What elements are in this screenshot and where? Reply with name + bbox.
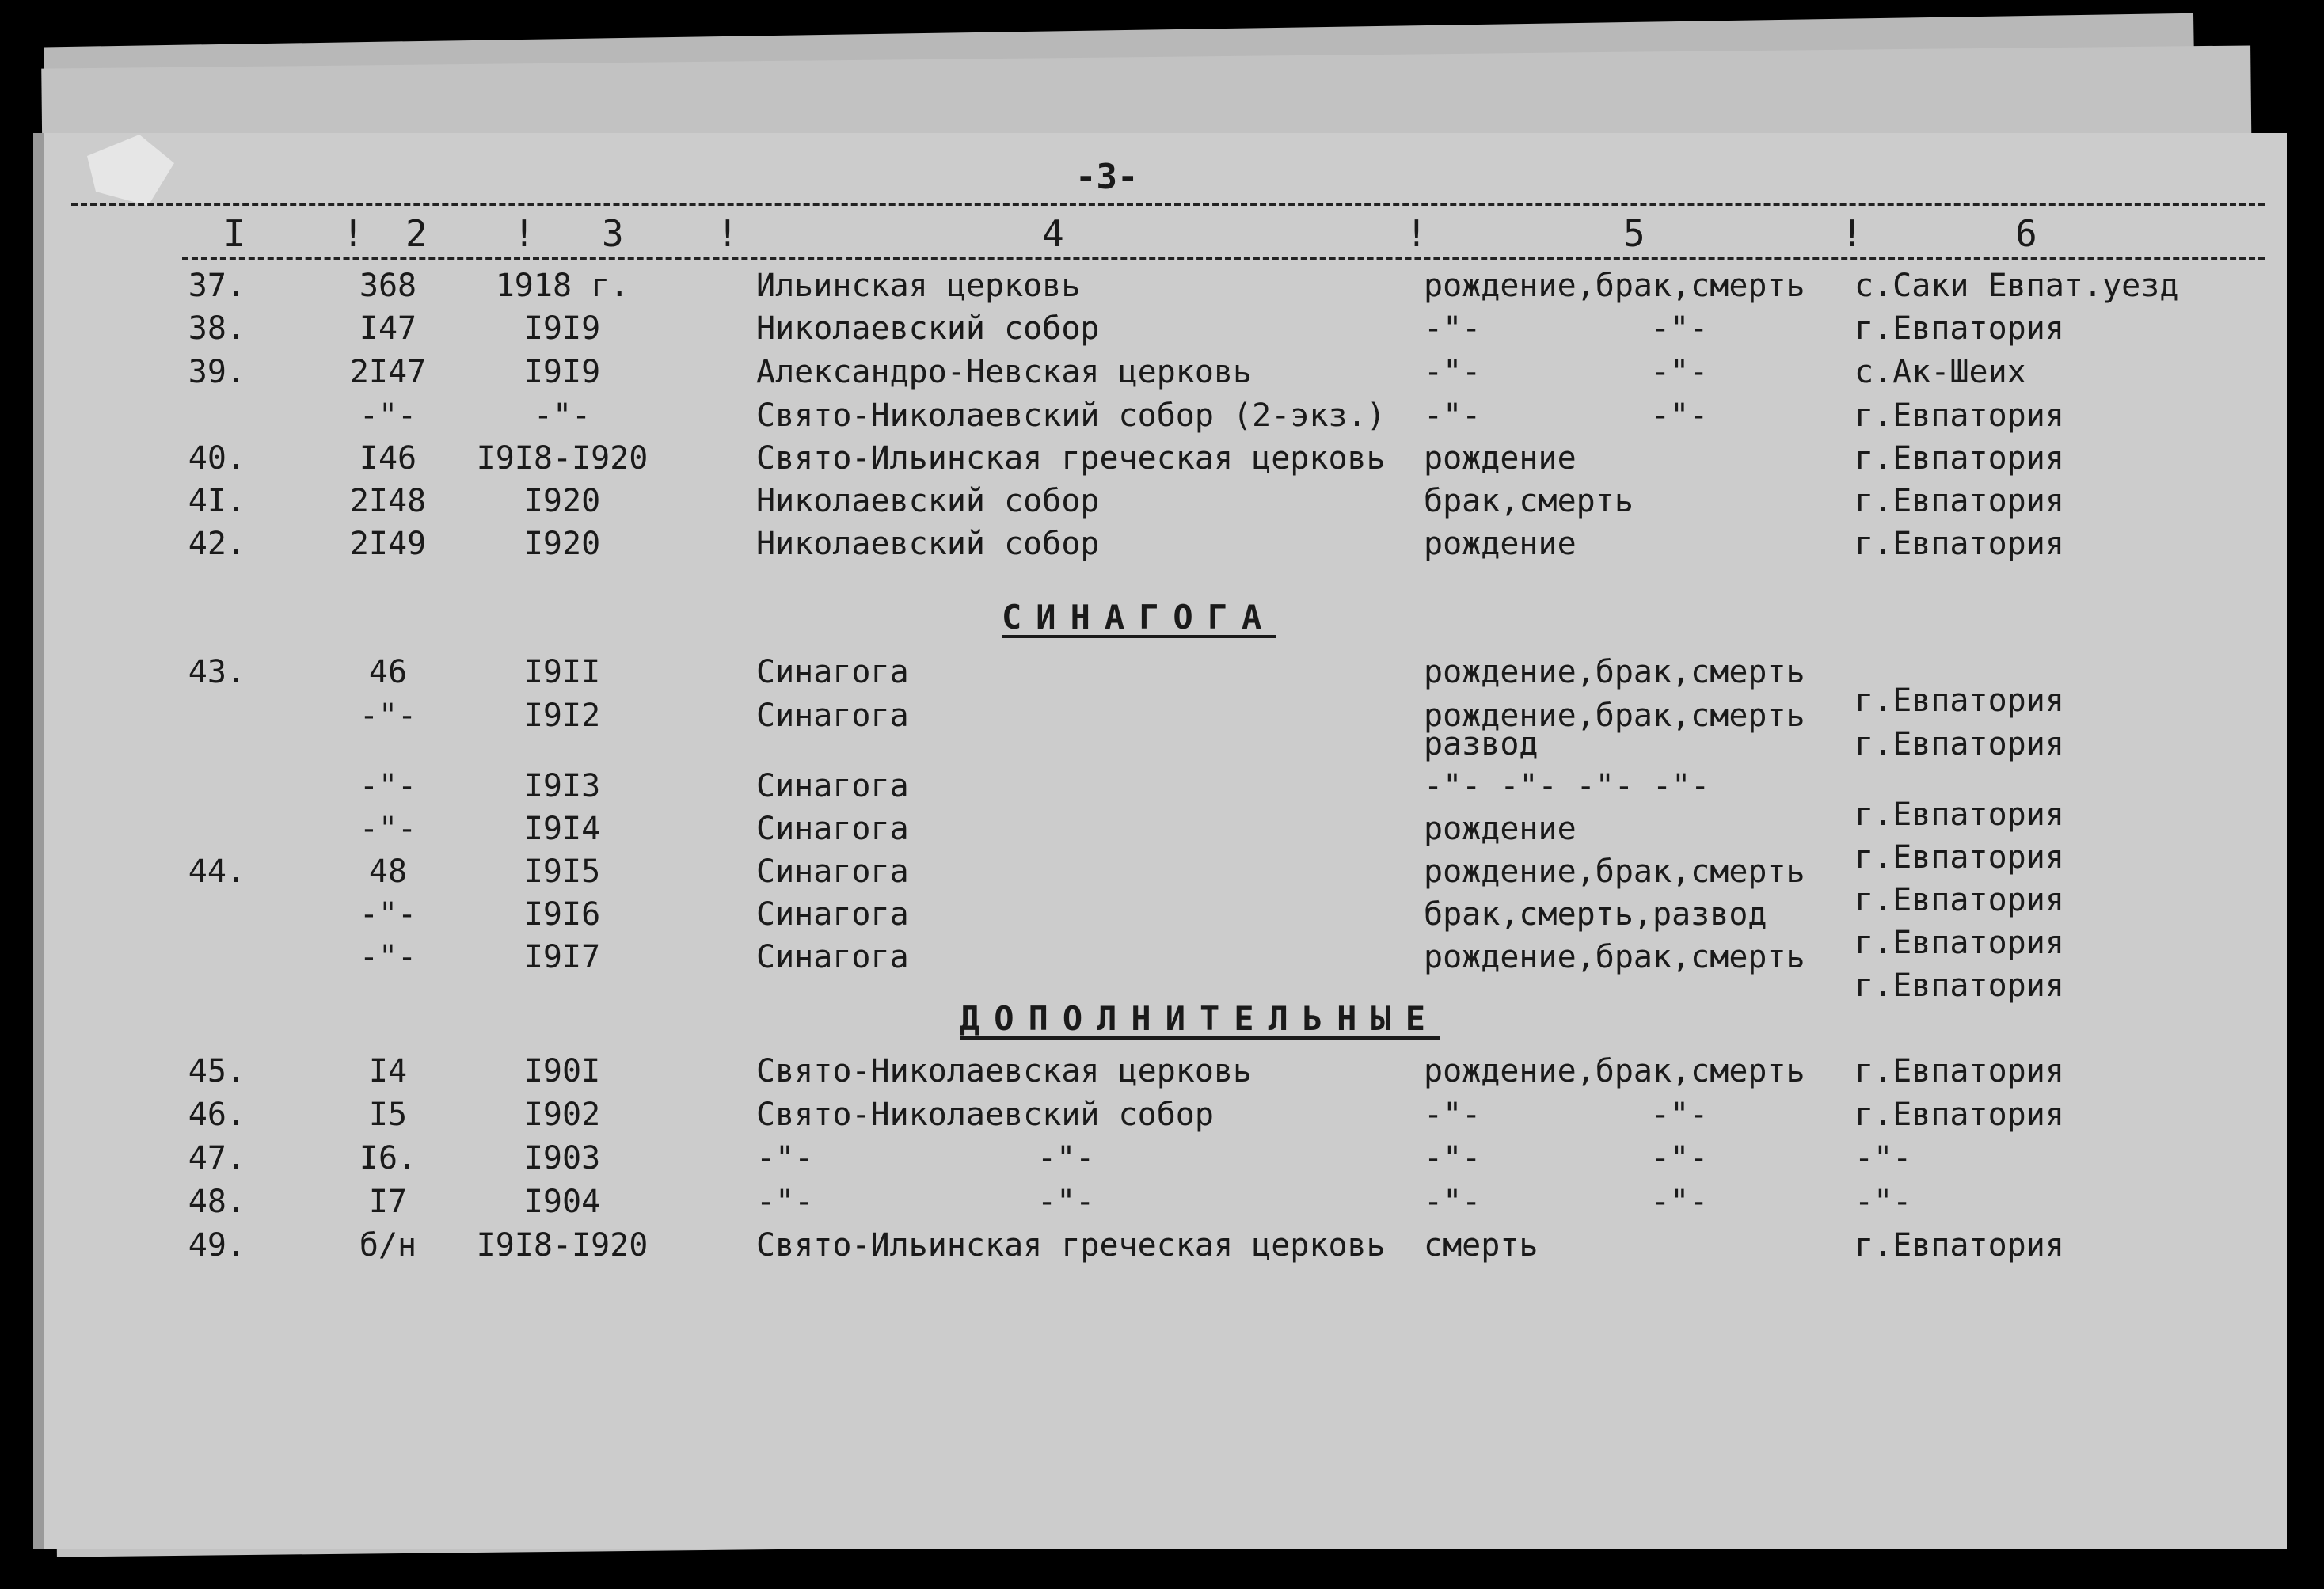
place-cell: г.Евпатория: [1854, 1227, 2064, 1264]
column-header-0: I: [223, 212, 245, 255]
year-cell: I903: [523, 1140, 601, 1177]
record-type-cell: рождение,брак,смерть: [1424, 853, 1805, 890]
year-cell: I920: [523, 526, 601, 562]
institution-cell: Свято-Николаевский собор (2-экз.): [756, 397, 1386, 434]
year-cell: I9I6: [523, 896, 601, 933]
record-type-cell: рождение: [1424, 440, 1577, 477]
institution-cell: Синагога: [756, 811, 909, 847]
year-cell: I902: [523, 1097, 601, 1133]
record-type-cell: рождение: [1424, 526, 1577, 562]
institution-cell: Синагога: [756, 768, 909, 804]
section-title-synagogue: СИНАГОГА: [1002, 598, 1276, 637]
fund-number: 368: [359, 268, 417, 304]
fund-number: -"-: [359, 768, 417, 804]
record-type-ditto: -"-: [1651, 310, 1709, 347]
year-cell: I90I: [523, 1053, 601, 1089]
fund-number: 48: [368, 853, 408, 890]
column-header-1: !: [342, 212, 364, 255]
institution-ditto: -"-: [1037, 1140, 1095, 1177]
record-type-cell: рождение,брак,смерть: [1424, 698, 1805, 734]
fund-number: -"-: [359, 811, 417, 847]
fund-number: I4: [368, 1053, 408, 1089]
year-cell: I9I8-I920: [476, 440, 649, 477]
header-top-rule: [71, 203, 2265, 206]
record-type-cell: -"-: [1424, 1140, 1482, 1177]
column-header-10: 6: [2015, 212, 2037, 255]
record-type-cell: -"-: [1424, 1184, 1482, 1220]
year-cell: I9II: [523, 654, 601, 690]
fund-number: 2I49: [349, 526, 427, 562]
row-number: 37.: [188, 268, 245, 304]
record-type-ditto: -"-: [1651, 354, 1709, 390]
fund-number: I46: [359, 440, 417, 477]
year-cell: I9I9: [523, 354, 601, 390]
place-cell: г.Евпатория: [1854, 483, 2064, 519]
institution-cell: Свято-Николаевский собор: [756, 1097, 1214, 1133]
column-header-6: 4: [1042, 212, 1064, 255]
row-number: 43.: [188, 654, 245, 690]
record-type-cell: брак,смерть,развод: [1424, 896, 1767, 933]
row-number: 46.: [188, 1097, 245, 1133]
column-header-3: !: [513, 212, 535, 255]
record-type-cell: рождение,брак,смерть: [1424, 268, 1805, 304]
fund-number: -"-: [359, 397, 417, 434]
institution-cell: Николаевский собор: [756, 526, 1100, 562]
fund-number: I5: [368, 1097, 408, 1133]
institution-cell: -"-: [756, 1184, 814, 1220]
institution-cell: Александро-Невская церковь: [756, 354, 1253, 390]
fund-number: I7: [368, 1184, 408, 1220]
place-cell: г.Евпатория: [1854, 839, 2064, 876]
place-cell: -"-: [1854, 1184, 1912, 1220]
row-number: 45.: [188, 1053, 245, 1089]
record-type-cell: смерть: [1424, 1227, 1539, 1264]
record-type-cell: рождение: [1424, 811, 1577, 847]
column-header-8: 5: [1623, 212, 1645, 255]
record-type-cell: -"-: [1424, 310, 1482, 347]
institution-cell: Синагога: [756, 654, 909, 690]
record-type-ditto: -"-: [1651, 1184, 1709, 1220]
institution-cell: Свято-Ильинская греческая церковь: [756, 440, 1386, 477]
record-type-ditto: -"-: [1651, 397, 1709, 434]
institution-cell: Свято-Николаевская церковь: [756, 1053, 1253, 1089]
institution-cell: Ильинская церковь: [756, 268, 1081, 304]
year-cell: I9I8-I920: [476, 1227, 649, 1264]
page-number: -3-: [1075, 157, 1139, 197]
record-type-cell: -"-: [1424, 354, 1482, 390]
header-bottom-rule: [182, 257, 2265, 260]
institution-cell: Синагога: [756, 853, 909, 890]
place-cell: г.Евпатория: [1854, 726, 2064, 762]
fund-number: б/н: [359, 1227, 417, 1264]
year-cell: I920: [523, 483, 601, 519]
fund-number: -"-: [359, 939, 417, 975]
record-type-cell: -"-: [1424, 397, 1482, 434]
record-type-ditto: -"-: [1651, 1097, 1709, 1133]
place-cell: -"-: [1854, 1140, 1912, 1177]
place-cell: г.Евпатория: [1854, 310, 2064, 347]
fund-number: -"-: [359, 896, 417, 933]
fund-number: I6.: [359, 1140, 417, 1177]
place-cell: г.Евпатория: [1854, 440, 2064, 477]
record-type-cell: -"-: [1424, 1097, 1482, 1133]
column-header-2: 2: [405, 212, 428, 255]
institution-cell: Николаевский собор: [756, 310, 1100, 347]
institution-cell: Синагога: [756, 896, 909, 933]
institution-ditto: -"-: [1037, 1184, 1095, 1220]
row-number: 40.: [188, 440, 245, 477]
record-type-cell: рождение,брак,смерть: [1424, 1053, 1805, 1089]
column-header-4: 3: [602, 212, 624, 255]
row-number: 42.: [188, 526, 245, 562]
place-cell: г.Евпатория: [1854, 526, 2064, 562]
year-cell: I9I7: [523, 939, 601, 975]
year-cell: I9I3: [523, 768, 601, 804]
year-cell: 1918 г.: [495, 268, 629, 304]
place-cell: г.Евпатория: [1854, 925, 2064, 961]
place-cell: г.Евпатория: [1854, 682, 2064, 719]
row-number: 38.: [188, 310, 245, 347]
institution-cell: Свято-Ильинская греческая церковь: [756, 1227, 1386, 1264]
row-number: 48.: [188, 1184, 245, 1220]
row-number: 44.: [188, 853, 245, 890]
record-type-cell: -"- -"- -"- -"-: [1424, 768, 1710, 804]
fund-number: 46: [368, 654, 408, 690]
record-type-ditto: -"-: [1651, 1140, 1709, 1177]
column-header-7: !: [1405, 212, 1428, 255]
place-cell: г.Евпатория: [1854, 397, 2064, 434]
place-cell: г.Евпатория: [1854, 882, 2064, 918]
year-cell: I9I9: [523, 310, 601, 347]
column-header-9: !: [1841, 212, 1863, 255]
institution-cell: -"-: [756, 1140, 814, 1177]
fund-number: -"-: [359, 698, 417, 734]
fund-number: I47: [359, 310, 417, 347]
place-cell: г.Евпатория: [1854, 1053, 2064, 1089]
place-cell: г.Евпатория: [1854, 1097, 2064, 1133]
year-cell: I904: [523, 1184, 601, 1220]
year-cell: I9I2: [523, 698, 601, 734]
institution-cell: Синагога: [756, 939, 909, 975]
fund-number: 2I48: [349, 483, 427, 519]
record-type-cell: брак,смерть: [1424, 483, 1634, 519]
year-cell: -"-: [533, 397, 591, 434]
row-number: 4I.: [188, 483, 245, 519]
place-cell: г.Евпатория: [1854, 796, 2064, 833]
place-cell: с.Ак-Шеих: [1854, 354, 2026, 390]
institution-cell: Синагога: [756, 698, 909, 734]
institution-cell: Николаевский собор: [756, 483, 1100, 519]
row-number: 49.: [188, 1227, 245, 1264]
section-title-additional: ДОПОЛНИТЕЛЬНЫЕ: [960, 999, 1440, 1038]
record-type-cell: рождение,брак,смерть: [1424, 939, 1805, 975]
column-header-5: !: [717, 212, 739, 255]
place-cell: г.Евпатория: [1854, 967, 2064, 1004]
record-type-cell: рождение,брак,смерть: [1424, 654, 1805, 690]
year-cell: I9I5: [523, 853, 601, 890]
year-cell: I9I4: [523, 811, 601, 847]
row-number: 47.: [188, 1140, 245, 1177]
row-number: 39.: [188, 354, 245, 390]
record-type-extra: развод: [1424, 726, 1539, 762]
fund-number: 2I47: [349, 354, 427, 390]
place-cell: с.Саки Евпат.уезд: [1854, 268, 2179, 304]
